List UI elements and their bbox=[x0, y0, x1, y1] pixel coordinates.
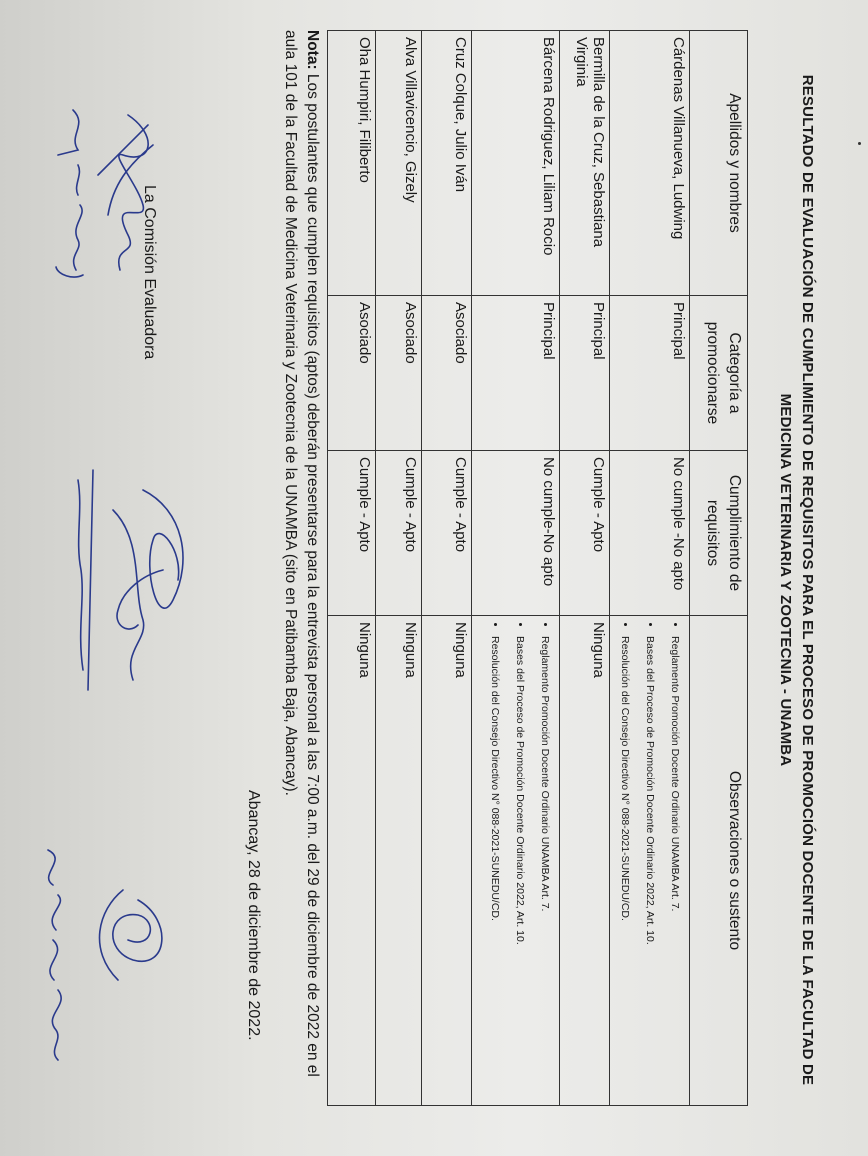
committee-label: La Comisión Evaluadora bbox=[141, 185, 158, 360]
signature-scribble bbox=[78, 470, 183, 690]
signature-nicasio bbox=[53, 450, 203, 710]
cell-name: Cruz Colque, Julio Iván bbox=[422, 31, 472, 296]
list-item: • Resolución del Consejo Directivo N° 088-2021-SUNEDU/CD. bbox=[612, 636, 637, 1099]
cell-compliance: Cumple - Apto bbox=[376, 451, 422, 616]
list-item: • Reglamento Promoción Docente Ordinario UNAMBA Art. 7. bbox=[662, 636, 687, 1099]
cell-category: Asociado bbox=[328, 296, 376, 451]
cell-category: Principal bbox=[560, 296, 610, 451]
cell-observations bbox=[472, 616, 560, 1106]
note-paragraph bbox=[279, 30, 323, 1110]
cell-name: Oha Humpiri, Filiberto bbox=[328, 31, 376, 296]
title-line-1: RESULTADO DE EVALUACIÓN DE CUMPLIMIENTO DE REQUISITOS PARA EL PROCESO DE PROMOCIÓN DOCENTE DE LA FACULTAD DE bbox=[799, 74, 816, 1086]
cell-compliance: Cumple - Apto bbox=[560, 451, 610, 616]
cell-name: Bermilla de la Cruz, Sebastiana Virginia bbox=[560, 31, 610, 296]
signature-scribble bbox=[48, 850, 162, 1060]
cell-category: Principal bbox=[472, 296, 560, 451]
header-observations: Observaciones o sustento bbox=[690, 616, 748, 1106]
cell-category: Principal bbox=[610, 296, 690, 451]
cell-category: Asociado bbox=[422, 296, 472, 451]
signature-ulises bbox=[28, 840, 178, 1080]
table-row bbox=[472, 31, 560, 1106]
cell-compliance: No cumple-No apto bbox=[472, 451, 560, 616]
cell-category: Asociado bbox=[376, 296, 422, 451]
table-row bbox=[376, 31, 422, 1106]
cell-name: Cárdenas Villanueva, Ludwing bbox=[610, 31, 690, 296]
cell-compliance: Cumple - Apto bbox=[328, 451, 376, 616]
note-label: Nota: bbox=[304, 30, 321, 70]
table-row bbox=[560, 31, 610, 1106]
header-category: Categoría a promocionarse bbox=[690, 296, 748, 451]
document-title bbox=[774, 60, 818, 1100]
table-row bbox=[422, 31, 472, 1106]
cell-name: Bárcena Rodriguez, Liliam Rocio bbox=[472, 31, 560, 296]
cell-name: Alva Villavicencio, Gizely bbox=[376, 31, 422, 296]
cell-observations bbox=[610, 616, 690, 1106]
cell-observations: Ninguna bbox=[560, 616, 610, 1106]
cell-observations: Ninguna bbox=[376, 616, 422, 1106]
header-name: Apellidos y nombres bbox=[690, 31, 748, 296]
note-text: Los postulantes que cumplen requisitos (aptos) deberán presentarse para la entrevista personal a las 7:00 a.m. del 29 de diciembre de 2022 en el aula 101 de la Facultad de Medicina Veterinaria y Zootecnia de la UNAMBA (sito en Patibamba Baja, Abancay). bbox=[282, 30, 321, 1077]
header-compliance: Cumplimiento de requisitos bbox=[690, 451, 748, 616]
cell-observations: Ninguna bbox=[328, 616, 376, 1106]
list-item: • Resolución del Consejo Directivo N° 088-2021-SUNEDU/CD. bbox=[482, 636, 507, 1099]
cell-compliance: Cumple - Apto bbox=[422, 451, 472, 616]
place-date: Abancay, 28 de diciembre de 2022. bbox=[245, 790, 262, 1041]
list-item: • Bases del Proceso de Promoción Docente Ordinario 2022, Art. 10. bbox=[507, 636, 532, 1099]
signature-edison bbox=[28, 95, 168, 295]
signature-scribble bbox=[56, 110, 153, 277]
list-item: • Bases del Proceso de Promoción Docente Ordinario 2022, Art. 10. bbox=[637, 636, 662, 1099]
cell-observations: Ninguna bbox=[422, 616, 472, 1106]
list-item: • Reglamento Promoción Docente Ordinario UNAMBA Art. 7. bbox=[532, 636, 557, 1099]
paper-speck bbox=[858, 142, 861, 145]
observations-list bbox=[482, 622, 557, 1099]
table-row bbox=[610, 31, 690, 1106]
table-header-row bbox=[690, 31, 748, 1106]
table-row bbox=[328, 31, 376, 1106]
cell-compliance: No cumple -No apto bbox=[610, 451, 690, 616]
observations-list bbox=[612, 622, 687, 1099]
title-line-2: MEDICINA VETERINARIA Y ZOOTECNIA - UNAMBA bbox=[777, 393, 794, 767]
results-table bbox=[327, 30, 748, 1106]
